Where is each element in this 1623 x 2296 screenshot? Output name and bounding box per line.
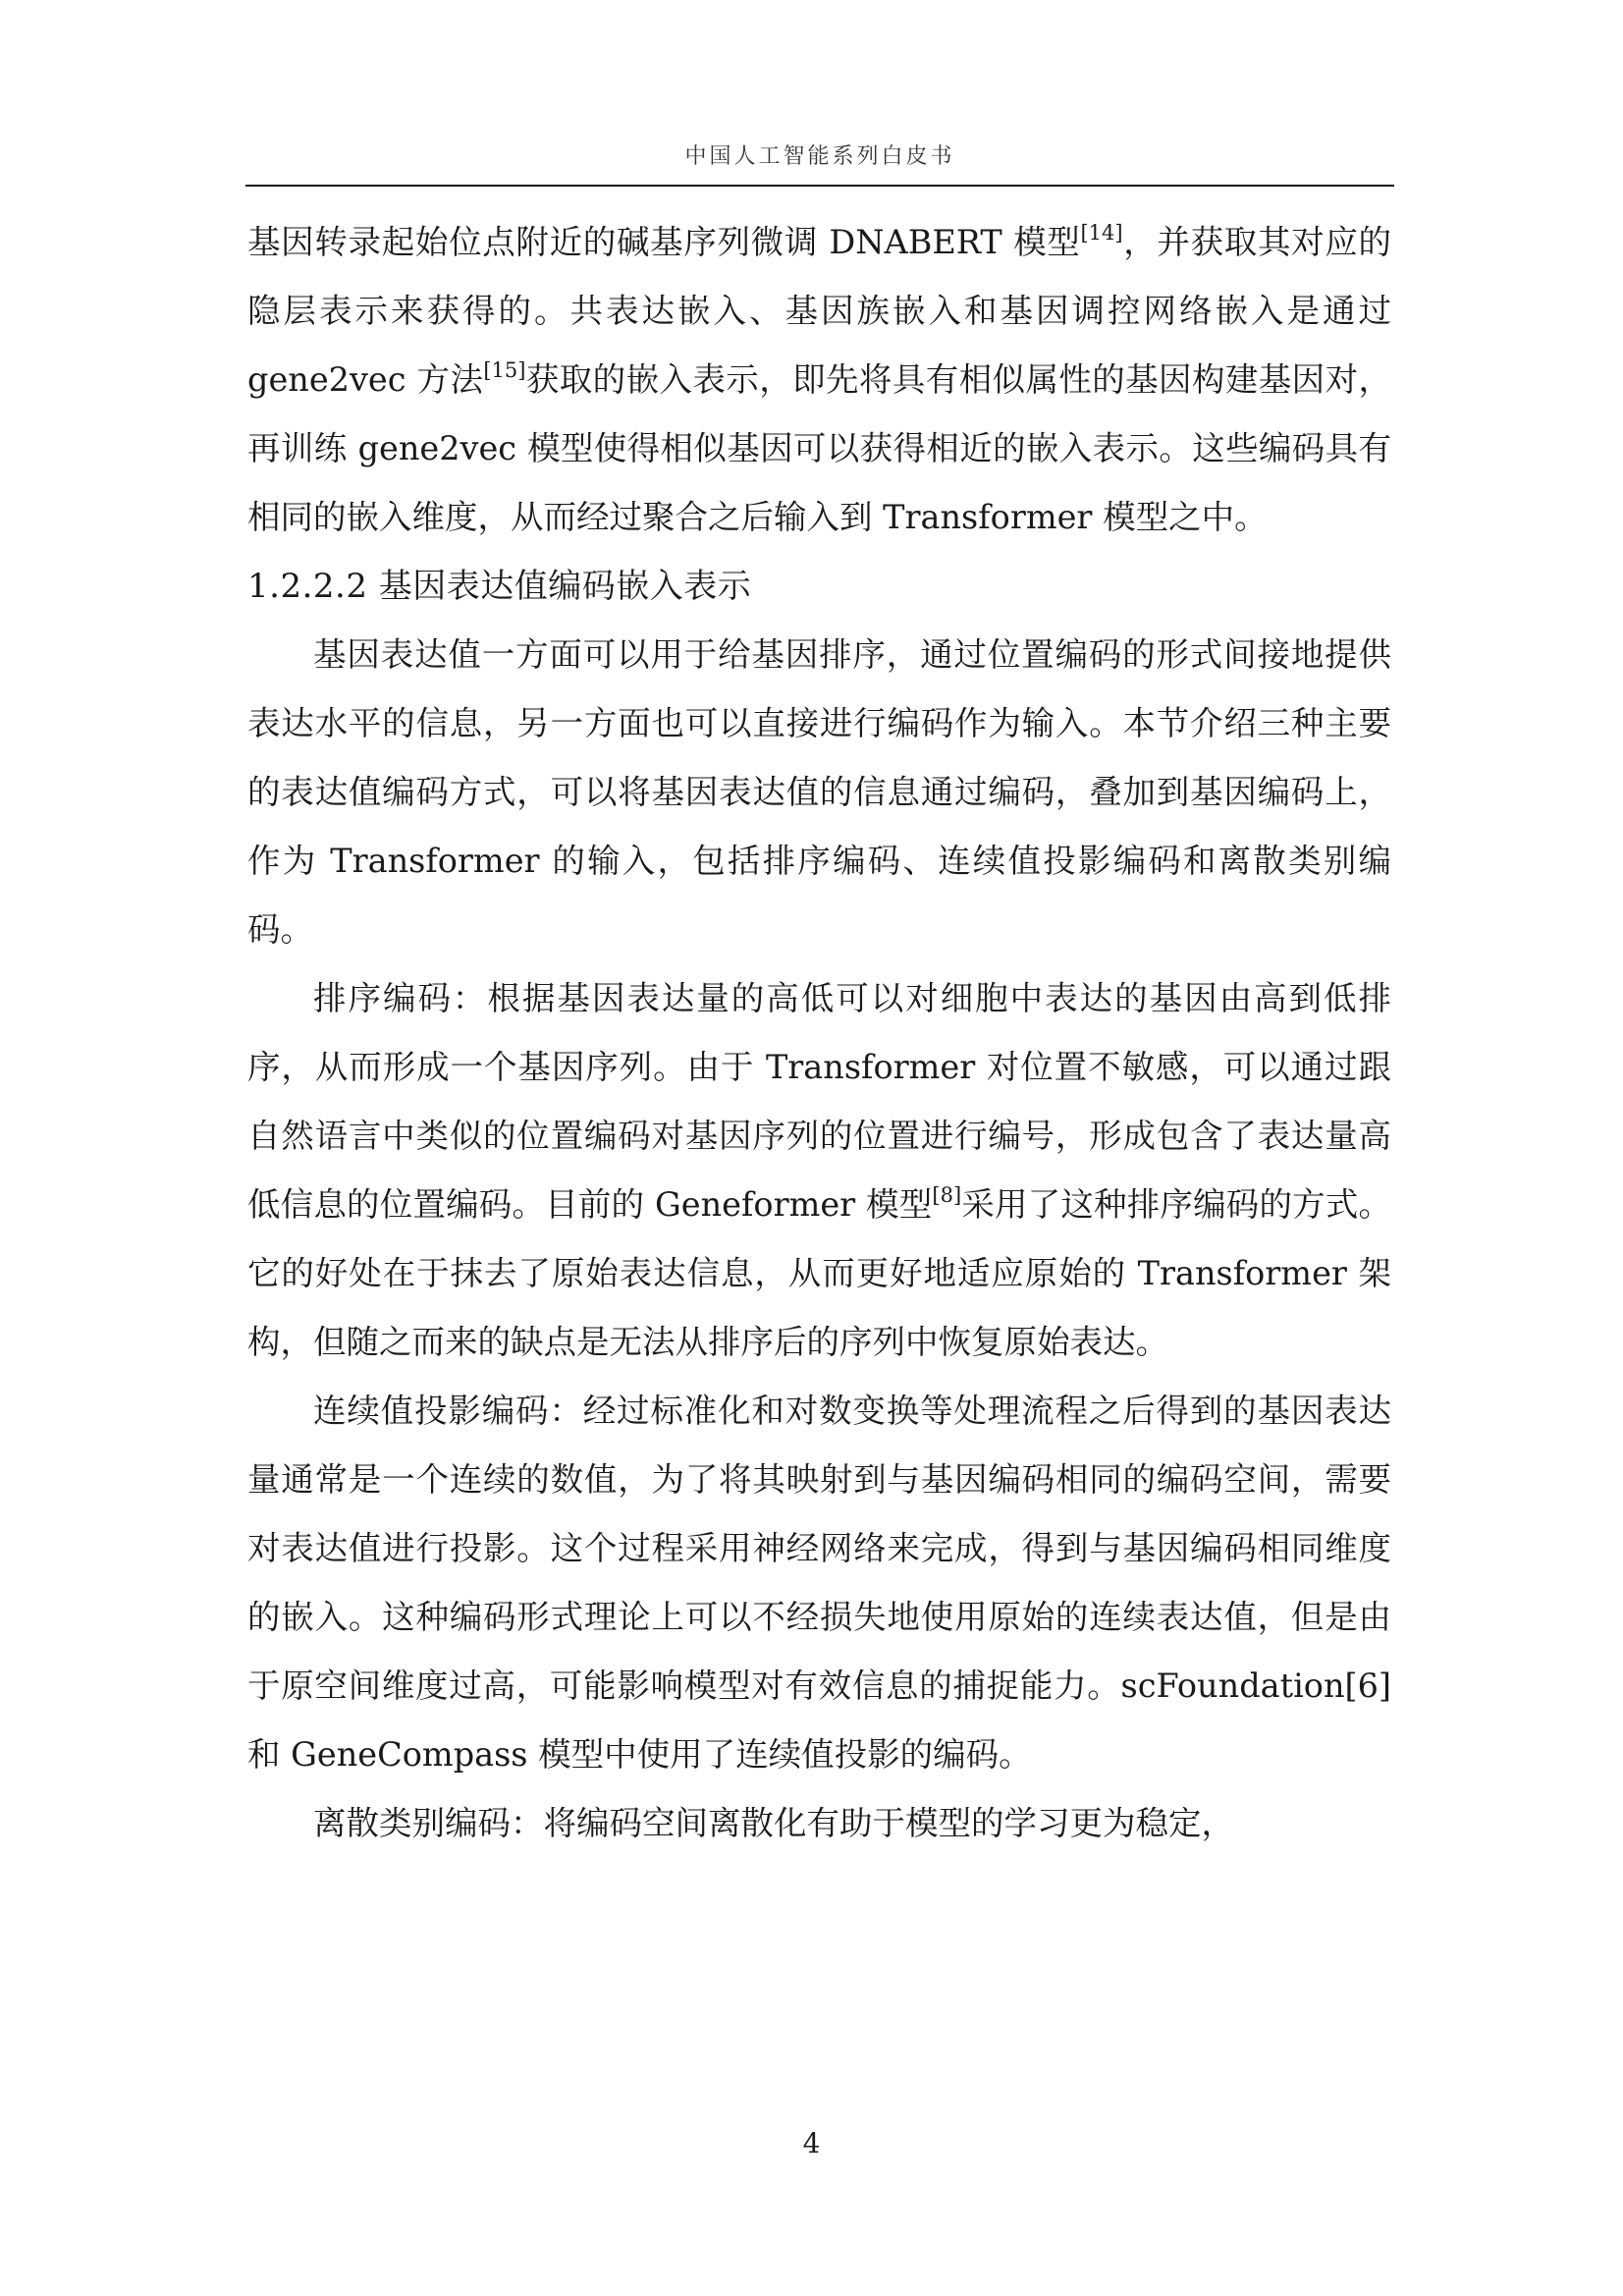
citation-ref: [14] xyxy=(1080,220,1123,245)
paragraph-text: 获取的嵌入表示，即先将具有相似属性的基因构建基因对，再训练 gene2vec 模型使得相似基因可以获得相近的嵌入表示。这些编码具有相同的嵌入维度，从而经过聚合之后输入到 Transformer 模型之中。 xyxy=(247,360,1391,536)
page-header-title: 中国人工智能系列白皮书 xyxy=(684,144,955,169)
paragraph-text: ，并获取其对应的隐层表示来获得的。共表达嵌入、基因族嵌入和基因调控网络嵌入是通过 gene2vec 方法 xyxy=(247,223,1392,399)
paragraph-expression-intro: 基因表达值一方面可以用于给基因排序，通过位置编码的形式间接地提供表达水平的信息，另一方面也可以直接进行编码作为输入。本节介绍三种主要的表达值编码方式，可以将基因表达值的信息通过编码，叠加到基因编码上，作为 Transformer 的输入，包括排序编码、连续值投影编码和离散类别编码。 xyxy=(247,635,1391,949)
paragraph-text: 基因转录起始位点附近的碱基序列微调 DNABERT 模型 xyxy=(247,223,1081,261)
header-divider xyxy=(245,185,1394,187)
body-text xyxy=(247,208,1391,1858)
page-number: 4 xyxy=(802,2127,821,2159)
section-heading: 1.2.2.2 基因表达值编码嵌入表示 xyxy=(247,567,752,606)
paragraph-discrete-encoding: 离散类别编码：将编码空间离散化有助于模型的学习更为稳定， xyxy=(313,1804,1234,1842)
paragraph-continued xyxy=(247,208,1391,552)
paragraph-continuous-projection: 连续值投影编码：经过标准化和对数变换等处理流程之后得到的基因表达量通常是一个连续的数值，为了将其映射到与基因编码相同的编码空间，需要对表达值进行投影。这个过程采用神经网络来完成，得到与基因编码相同维度的嵌入。这种编码形式理论上可以不经损失地使用原始的连续表达值，但是由于原空间维度过高，可能影响模型对有效信息的捕捉能力。scFoundation[6] 和 GeneCompass 模型中使用了连续值投影的编码。 xyxy=(247,1392,1391,1774)
paragraph-rank-encoding xyxy=(247,964,1391,1377)
paragraph-text: 排序编码：根据基因表达量的高低可以对细胞中表达的基因由高到低排序，从而形成一个基因序列。由于 Transformer 对位置不敏感，可以通过跟自然语言中类似的位置编码对基因序列的位置进行编号，形成包含了表达量高低信息的位置编码。目前的 Geneformer 模型 xyxy=(247,979,1391,1224)
paragraph-text: 采用了这种排序编码的方式。它的好处在于抹去了原始表达信息，从而更好地适应原始的 Transformer 架构，但随之而来的缺点是无法从排序后的序列中恢复原始表达。 xyxy=(247,1185,1392,1361)
citation-ref: [8] xyxy=(932,1182,962,1207)
citation-ref: [15] xyxy=(483,357,526,382)
